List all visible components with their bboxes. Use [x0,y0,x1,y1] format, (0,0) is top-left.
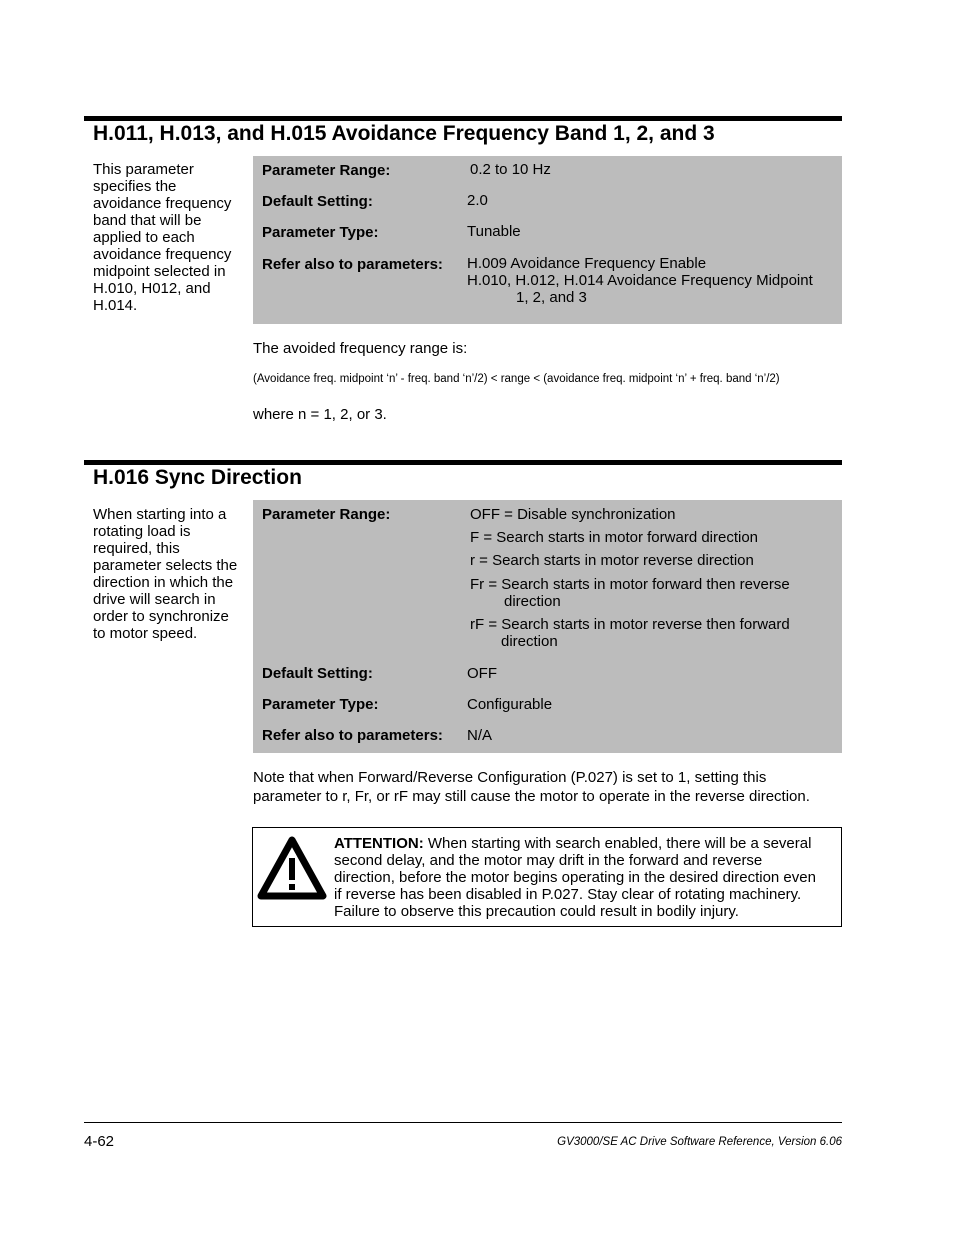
refer-also-label: Refer also to parameters: [262,256,443,273]
section-heading: H.011, H.013, and H.015 Avoidance Frequency Band 1, 2, and 3 [93,122,715,145]
document-title: GV3000/SE AC Drive Software Reference, Version 6.06 [557,1136,842,1148]
attention-box [252,827,842,927]
parameter-range-option: r = Search starts in motor reverse direction [470,552,754,569]
refer-also-value: 1, 2, and 3 [516,289,587,306]
parameter-table [253,500,842,753]
section-heading: H.016 Sync Direction [93,466,302,489]
parameter-table [253,156,842,324]
avoided-range-intro: The avoided frequency range is: [253,340,468,357]
parameter-range-option: OFF = Disable synchronization [470,506,676,523]
attention-body: When starting with search enabled, there will be a several second delay, and the motor may drift in the forward and reverse direction, before the motor begins operating in the desired direction even if reverse has been disabled in P.027. Stay clear of rotating machinery. Failure to observe this precaution could result in bodily injury. [334,835,816,920]
parameter-range-option: rF = Search starts in motor reverse then forward [470,616,790,633]
formula-where: where n = 1, 2, or 3. [253,406,387,423]
refer-also-label: Refer also to parameters: [262,727,443,744]
refer-also-value: H.009 Avoidance Frequency Enable [467,255,707,272]
warning-triangle-icon [257,836,327,902]
parameter-range-label: Parameter Range: [262,162,391,179]
default-setting-label: Default Setting: [262,665,373,682]
refer-also-value: H.010, H.012, H.014 Avoidance Frequency Midpoint [467,272,813,289]
footer-rule [84,1122,842,1123]
reverse-note: Note that when Forward/Reverse Configuration (P.027) is set to 1, setting this parameter to r, Fr, or rF may still cause the motor to operate in the reverse direction. [253,769,810,805]
attention-label: ATTENTION: [334,835,424,852]
parameter-description: When starting into a rotating load is required, this parameter selects the direction in which the drive will search in order to synchronize to motor speed. [93,506,238,642]
avoided-range-formula: (Avoidance freq. midpoint ‘n’ - freq. band ‘n’/2) < range < (avoidance freq. midpoint ‘n’ + freq. band ‘n’/2) [253,373,780,385]
parameter-range-option: direction [501,633,558,650]
parameter-description: This parameter specifies the avoidance frequency band that will be applied to each avoidance frequency midpoint selected in H.010, H012, and H.014. [93,161,232,314]
parameter-range-label: Parameter Range: [262,506,391,523]
default-setting-value: OFF [467,665,497,682]
parameter-type-label: Parameter Type: [262,224,379,241]
default-setting-value: 2.0 [467,192,488,209]
page-number: 4-62 [84,1133,115,1150]
section-rule [84,116,842,121]
parameter-type-value: Configurable [467,696,553,713]
parameter-range-value: 0.2 to 10 Hz [470,161,551,178]
refer-also-value: N/A [467,727,493,744]
section-rule [84,460,842,465]
parameter-range-option: direction [504,593,561,610]
parameter-range-option: Fr = Search starts in motor forward then reverse [470,576,790,593]
default-setting-label: Default Setting: [262,193,373,210]
parameter-type-label: Parameter Type: [262,696,379,713]
parameter-range-option: F = Search starts in motor forward direction [470,529,759,546]
attention-text [334,835,824,920]
parameter-type-value: Tunable [467,223,521,240]
